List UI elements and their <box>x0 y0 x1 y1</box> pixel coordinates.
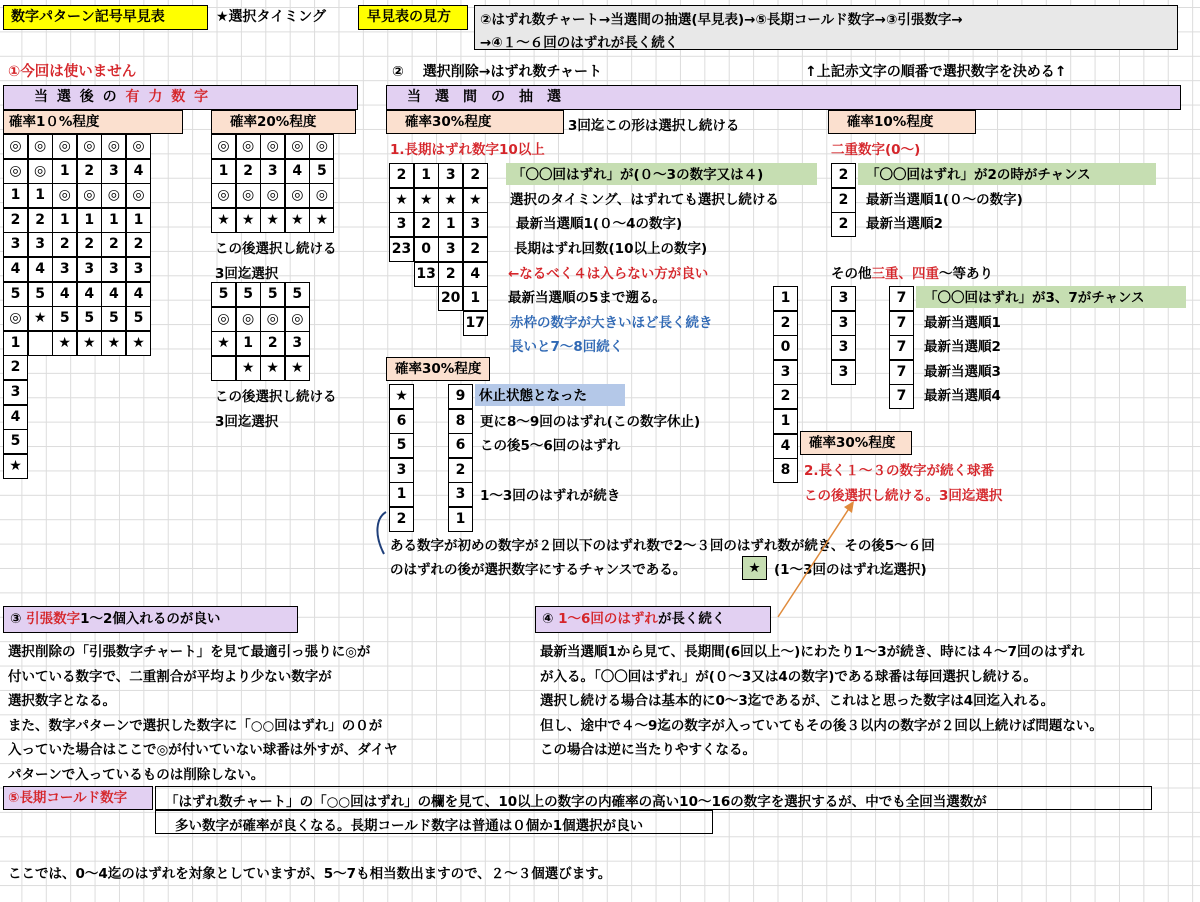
triple-cell: 7 <box>889 335 914 360</box>
double-3: 最新当選順2 <box>866 216 943 232</box>
draw-cell: 20 <box>438 286 463 311</box>
rest-cell: 2 <box>389 507 414 532</box>
pattern-cell: ◎ <box>101 134 126 159</box>
text-line: 付いている数字で、二重割合が平均より少ない数字が <box>8 668 332 685</box>
rest-cell: 5 <box>389 433 414 458</box>
triple-cell: 3 <box>831 286 856 311</box>
pattern-cell: 4 <box>126 159 151 184</box>
r7-text: 赤枠の数字が大きいほど長く続き <box>510 315 713 331</box>
draw-cell: 3 <box>463 212 488 237</box>
middle-cell: 0 <box>773 335 798 360</box>
draw-cell: 0 <box>414 237 439 262</box>
draw-cell: ★ <box>438 188 463 213</box>
pattern-cell: ★ <box>3 454 28 479</box>
section2-banner: 当 選 間 の 抽 選 <box>386 85 1181 110</box>
pattern-cell: ◎ <box>28 134 53 159</box>
pattern-cell: ★ <box>260 208 285 233</box>
pattern-cell: ◎ <box>77 183 102 208</box>
middle-cell: 8 <box>773 458 798 483</box>
draw-cell: 2 <box>463 237 488 262</box>
triple-5: 最新当選順4 <box>924 388 1001 404</box>
draw-cell: 2 <box>438 262 463 287</box>
pattern-cell: 2 <box>77 159 102 184</box>
r3-text: 最新当選順1(０～4の数字) <box>516 216 683 232</box>
pattern-cell: 5 <box>3 429 28 454</box>
rest-cell: 1 <box>389 482 414 507</box>
prob-10-badge: 確率1０%程度 <box>3 110 183 134</box>
pattern-cell: 4 <box>101 282 126 307</box>
draw-cell: 1 <box>414 163 439 188</box>
pattern-cell: 3 <box>101 257 126 282</box>
text-line: が入る。「〇〇回はずれ」が(０～3又は4の数字)である球番は毎回選択し続ける。 <box>540 668 1037 685</box>
text-line: また、数字パターンで選択した数字に「○○回はずれ」の０が <box>8 717 383 734</box>
r5-text: ←なるべく４は入らない方が良い <box>508 266 709 282</box>
pattern-cell: 1 <box>101 208 126 233</box>
section5-line-1: 「はずれ数チャート」の「○○回はずれ」の欄を見て、10以上の数字の内確率の高い10～16の数字を選択するが、中でも全回当選数が <box>165 794 987 810</box>
pattern-cell: ◎ <box>285 134 310 159</box>
middle-cell: 1 <box>773 286 798 311</box>
s5-label-red: 長期コールド数字 <box>19 790 128 806</box>
chance-para-2: のはずれの後が選択数字にするチャンスである。 <box>390 562 687 578</box>
pattern-cell <box>211 356 236 381</box>
star-cell: ★ <box>742 556 767 580</box>
howto-line-1: ②はずれ数チャート→当選間の抽選(早見表)→⑤長期コールド数字→③引張数字→ <box>480 12 963 28</box>
prob-10-badge-2: 確率10%程度 <box>828 110 976 134</box>
chance-para-2b: (1～3回のはずれ迄選択) <box>774 562 927 578</box>
other-red: 三重、四重 <box>871 266 939 282</box>
pattern-cell: ★ <box>285 356 310 381</box>
pattern-cell: 5 <box>28 282 53 307</box>
pattern-cell: ◎ <box>28 159 53 184</box>
pattern-cell: 3 <box>3 380 28 405</box>
pattern-cell <box>28 331 53 356</box>
r2-text: 選択のタイミング、はずれても選択し続ける <box>510 192 779 208</box>
three-times-note-2: 3回迄選択 <box>215 414 279 430</box>
text-line: パターンで入っているものは削除しない。 <box>8 767 265 783</box>
c3-text: 1～3回のはずれが続き <box>480 488 621 504</box>
pattern-cell: ★ <box>236 356 261 381</box>
pattern-cell: 2 <box>236 159 261 184</box>
pattern-cell: ★ <box>77 331 102 356</box>
pattern-cell: 5 <box>285 282 310 307</box>
pattern-cell: 5 <box>211 282 236 307</box>
text-line: 入っていた場合はここで◎が付いていない球番は外すが、ダイヤ <box>8 742 398 759</box>
pattern-cell: 2 <box>52 232 77 257</box>
pattern-cell: 1 <box>52 159 77 184</box>
pattern-cell: 1 <box>126 208 151 233</box>
text-line: 但し、途中で４～9迄の数字が入っていてもその後３以内の数字が２回以上続けば問題ない。 <box>540 717 1103 734</box>
draw-cell: 4 <box>463 262 488 287</box>
pattern-cell: 5 <box>3 282 28 307</box>
pattern-cell: ◎ <box>211 134 236 159</box>
pattern-cell: 1 <box>77 208 102 233</box>
pattern-cell: 5 <box>309 159 334 184</box>
bracket-curve <box>370 510 390 560</box>
pattern-cell: 1 <box>28 183 53 208</box>
pattern-cell: ◎ <box>260 134 285 159</box>
orange-arrow <box>770 495 860 625</box>
middle-cell: 2 <box>773 384 798 409</box>
s4-title-rest: が長く続く <box>657 611 726 627</box>
s4-title-red: 1～6回のはずれ <box>558 611 658 627</box>
rest-cell: 6 <box>448 433 473 458</box>
howto-line-2: →④１～６回のはずれが長く続く <box>480 35 679 51</box>
pattern-cell: ◎ <box>126 134 151 159</box>
pattern-cell: ★ <box>211 331 236 356</box>
section2-heading: ② 選択削除→はずれ数チャート <box>392 64 603 80</box>
rest-cell: ★ <box>389 384 414 409</box>
other-note <box>831 262 993 282</box>
pattern-cell: 2 <box>126 232 151 257</box>
pattern-cell: 5 <box>260 282 285 307</box>
prob-30-badge: 確率30%程度 <box>386 110 564 134</box>
pattern-cell: 4 <box>126 282 151 307</box>
section1-title: ①今回は使いません <box>8 64 137 80</box>
pattern-cell: 5 <box>126 306 151 331</box>
prob-30-badge-2: 確率30%程度 <box>386 357 490 381</box>
draw-cell: ★ <box>463 188 488 213</box>
rest-cell: 3 <box>389 458 414 483</box>
triple-cell: 7 <box>889 286 914 311</box>
middle-cell: 1 <box>773 409 798 434</box>
pattern-cell: ★ <box>211 208 236 233</box>
pattern-cell: ★ <box>260 356 285 381</box>
triple-cell: 3 <box>831 360 856 385</box>
pattern-cell: 5 <box>77 306 102 331</box>
section3-title <box>3 606 298 633</box>
pattern-cell: ◎ <box>211 307 236 332</box>
draw-cell: 2 <box>414 212 439 237</box>
pattern-cell: ◎ <box>77 134 102 159</box>
double-title: 二重数字(0～) <box>831 142 921 158</box>
double-cell: 2 <box>831 212 856 237</box>
pattern-cell: 3 <box>28 232 53 257</box>
pattern-cell: ◎ <box>52 134 77 159</box>
triple-cell: 3 <box>831 311 856 336</box>
text-line: この場合は逆に当たりやすくなる。 <box>540 742 756 759</box>
pattern-cell: ◎ <box>3 306 28 331</box>
pattern-cell: ◎ <box>236 134 261 159</box>
pattern-cell: ◎ <box>285 307 310 332</box>
draw-cell: 17 <box>463 311 488 336</box>
pattern-cell: ★ <box>309 208 334 233</box>
pattern-cell: ◎ <box>211 183 236 208</box>
keep-note: 3回迄この形は選択し続ける <box>568 118 740 134</box>
pattern-cell: ★ <box>28 306 53 331</box>
pattern-cell: ★ <box>101 331 126 356</box>
pattern-cell: ◎ <box>260 307 285 332</box>
pattern-cell: 1 <box>52 208 77 233</box>
pattern-cell: ◎ <box>52 183 77 208</box>
pattern-cell: 1 <box>211 159 236 184</box>
pattern-cell: ◎ <box>285 183 310 208</box>
other-b: ～等あり <box>939 266 993 282</box>
triple-cell: 7 <box>889 360 914 385</box>
pattern-cell: ◎ <box>309 134 334 159</box>
draw-cell: 3 <box>438 163 463 188</box>
text-line: 選択数字となる。 <box>8 693 116 710</box>
pattern-cell: 2 <box>260 331 285 356</box>
howto-label: 早見表の見方 <box>358 5 468 30</box>
pattern-cell: 5 <box>52 306 77 331</box>
draw-cell: 3 <box>389 212 414 237</box>
draw-cell: 13 <box>414 262 439 287</box>
pattern-cell: ★ <box>52 331 77 356</box>
rest-cell: 8 <box>448 409 473 434</box>
pattern-cell: ◎ <box>236 183 261 208</box>
double-1: 「〇〇回はずれ」が2の時がチャンス <box>858 163 1156 185</box>
pattern-cell: ◎ <box>309 183 334 208</box>
triple-3: 最新当選順2 <box>924 339 1001 355</box>
section5-label <box>3 786 153 810</box>
middle-cell: 4 <box>773 434 798 459</box>
long-miss-title: 1.長期はずれ数字10以上 <box>390 142 545 158</box>
pattern-cell: 4 <box>77 282 102 307</box>
other-a: その他 <box>831 266 872 282</box>
s5-num: ⑤ <box>8 790 20 806</box>
pattern-cell: ★ <box>285 208 310 233</box>
pattern-cell: 1 <box>3 331 28 356</box>
order-note: ↑上記赤文字の順番で選択数字を決める↑ <box>805 64 1067 80</box>
c9-text: 休止状態となった <box>475 384 625 406</box>
pattern-cell: 4 <box>28 257 53 282</box>
draw-cell: 1 <box>463 286 488 311</box>
pattern-cell: ◎ <box>3 159 28 184</box>
sheet-title: 数字パターン記号早見表 <box>3 5 208 30</box>
triple-4: 最新当選順3 <box>924 364 1001 380</box>
pattern-cell: ◎ <box>260 183 285 208</box>
r4-text: 長期はずれ回数(10以上の数字) <box>514 241 708 257</box>
s4-num: ④ <box>542 611 559 627</box>
pattern-cell: 2 <box>3 208 28 233</box>
long-123-note: この後選択し続ける。3回迄選択 <box>804 488 1003 504</box>
pattern-cell: 2 <box>3 355 28 380</box>
banner-prefix: 当 選 後 の <box>34 89 126 105</box>
pattern-cell: 4 <box>3 257 28 282</box>
banner-red: 有 力 数 字 <box>125 89 211 105</box>
prob-20-badge: 確率20%程度 <box>211 110 356 134</box>
pattern-cell: 1 <box>3 183 28 208</box>
s3-num: ③ <box>10 611 27 627</box>
pattern-cell: ◎ <box>3 134 28 159</box>
pattern-cell: ★ <box>126 331 151 356</box>
triple-cell: 3 <box>831 335 856 360</box>
pattern-cell: 3 <box>101 159 126 184</box>
section1-banner <box>3 85 358 110</box>
middle-cell: 2 <box>773 311 798 336</box>
section4-title <box>535 606 771 633</box>
draw-cell: 23 <box>389 237 414 262</box>
text-line: 選択し続ける場合は基本的に0～3迄であるが、これはと思った数字は4回迄入れる。 <box>540 693 1055 710</box>
rest-cell: 1 <box>448 507 473 532</box>
s3-title-red: 引張数字 <box>26 611 81 627</box>
chance-para-1: ある数字が初めの数字が２回以下のはずれ数で2～３回のはずれ数が続き、その後5～６回 <box>390 538 935 554</box>
double-2: 最新当選順1(０～の数字) <box>866 192 1023 208</box>
triple-2: 最新当選順1 <box>924 315 1001 331</box>
text-line: 選択削除の「引張数字チャート」を見て最適引っ張りに◎が <box>8 644 371 660</box>
c8-text: 更に8～9回のはずれ(この数字休止) <box>480 414 701 430</box>
pattern-cell: 4 <box>285 159 310 184</box>
continue-note-2: この後選択し続ける <box>215 389 337 405</box>
pattern-cell: 3 <box>126 257 151 282</box>
r1-text: 「〇〇回はずれ」が(０～3の数字又は４) <box>506 163 817 185</box>
pattern-cell: 1 <box>236 331 261 356</box>
r8-text: 長いと7～8回続く <box>510 339 624 355</box>
draw-cell: 2 <box>463 163 488 188</box>
pattern-cell: 4 <box>52 282 77 307</box>
three-times-note-1: 3回迄選択 <box>215 266 279 282</box>
pattern-cell: 3 <box>260 159 285 184</box>
triple-cell: 7 <box>889 311 914 336</box>
section5-line-2: 多い数字が確率が良くなる。長期コールド数字は普通は０個か1個選択が良い <box>175 818 644 834</box>
long-123-title: 2.長く１～３の数字が続く球番 <box>804 463 995 479</box>
double-cell: 2 <box>831 188 856 213</box>
c6-text: この後5～6回のはずれ <box>480 438 621 454</box>
draw-cell: ★ <box>389 188 414 213</box>
pattern-cell: 3 <box>77 257 102 282</box>
pattern-cell: 3 <box>52 257 77 282</box>
triple-1: 「〇〇回はずれ」が3、7がチャンス <box>916 286 1186 308</box>
pattern-cell: 2 <box>77 232 102 257</box>
draw-cell: 2 <box>389 163 414 188</box>
pattern-cell: 2 <box>28 208 53 233</box>
pattern-cell: 5 <box>236 282 261 307</box>
selection-timing-label: ★選択タイミング <box>216 9 326 25</box>
rest-cell: 3 <box>448 482 473 507</box>
pattern-cell: ◎ <box>101 183 126 208</box>
pattern-cell: ◎ <box>126 183 151 208</box>
rest-cell: 9 <box>448 384 473 409</box>
rest-cell: 6 <box>389 409 414 434</box>
pattern-cell: 3 <box>285 331 310 356</box>
middle-cell: 3 <box>773 360 798 385</box>
draw-cell: 3 <box>438 237 463 262</box>
text-line: 最新当選順1から見て、長期間(6回以上～)にわたり1～3が続き、時には４～7回のはずれ <box>540 644 1085 660</box>
footer-note: ここでは、0～4迄のはずれを対象としていますが、5～7も相当数出ますので、２～３個選びます。 <box>8 866 612 882</box>
pattern-cell: ★ <box>236 208 261 233</box>
triple-cell: 7 <box>889 384 914 409</box>
draw-cell: 1 <box>438 212 463 237</box>
double-cell: 2 <box>831 163 856 188</box>
r6-text: 最新当選順の5まで遡る。 <box>508 290 666 306</box>
draw-cell: ★ <box>414 188 439 213</box>
pattern-cell: ◎ <box>236 307 261 332</box>
s3-title-rest: 1～2個入れるのが良い <box>80 611 221 627</box>
continue-note-1: この後選択し続ける <box>215 241 337 257</box>
pattern-cell: 2 <box>101 232 126 257</box>
pattern-cell: 5 <box>101 306 126 331</box>
pattern-cell: 4 <box>3 405 28 430</box>
rest-cell: 2 <box>448 458 473 483</box>
prob-30-badge-3: 確率30%程度 <box>800 431 912 455</box>
pattern-cell: 3 <box>3 232 28 257</box>
